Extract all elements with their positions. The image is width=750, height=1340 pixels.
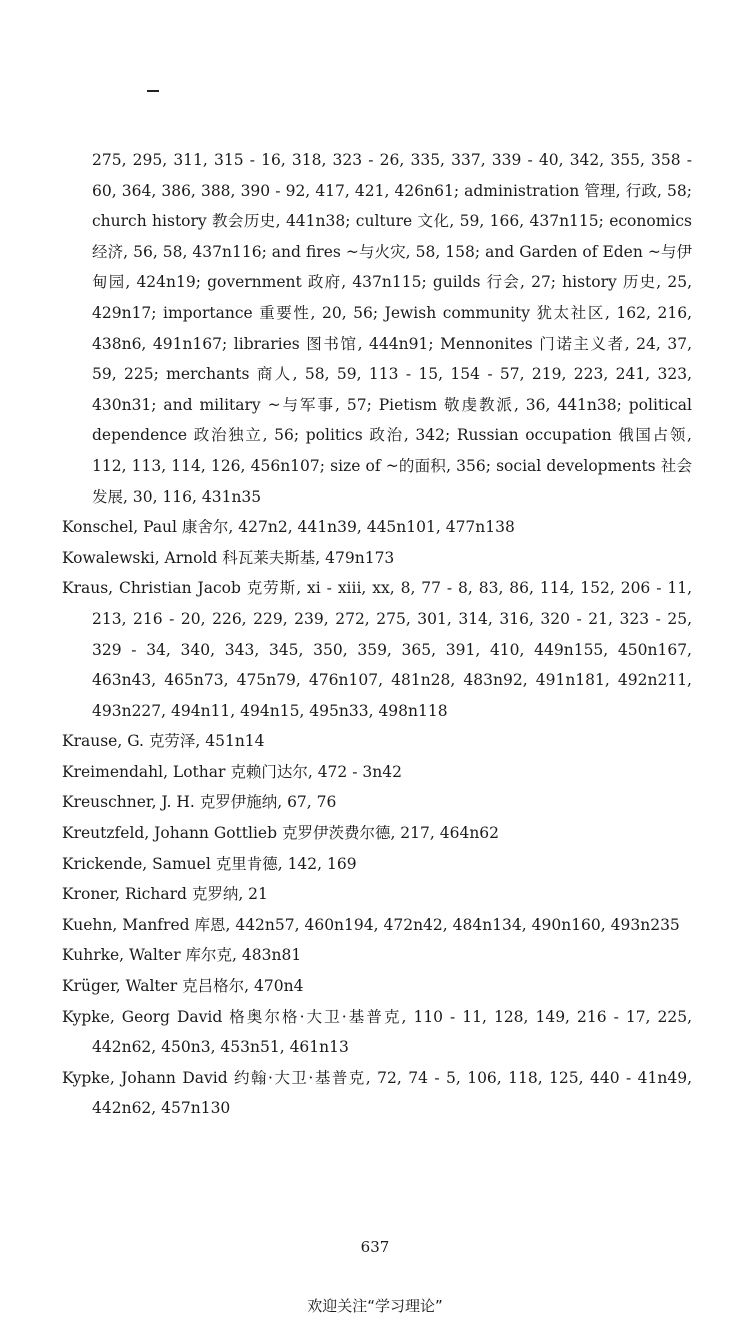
index-entry-kypke-johann: Kypke, Johann David 约翰·大卫·基普克, 72, 74 - 5, 106, 118, 125, 440 - 41n49, 442n62, 457n130 [62,1068,692,1118]
page-number: 637 [360,1238,390,1256]
index-entry-konschel: Konschel, Paul 康舍尔, 427n2, 441n39, 445n101, 477n138 [62,518,515,537]
index-entry-kreuschner: Kreuschner, J. H. 克罗伊施纳, 67, 76 [62,793,337,812]
index-entry-kuehn: Kuehn, Manfred 库恩, 442n57, 460n194, 472n42, 484n134, 490n160, 493n235 [62,915,680,934]
index-entry-kypke-georg: Kypke, Georg David 格奥尔格·大卫·基普克, 110 - 11, 128, 149, 216 - 17, 225, 442n62, 450n3, 453n51, 461n13 [62,1007,692,1057]
index-entry-kroner: Kroner, Richard 克罗纳, 21 [62,885,268,904]
index-entry-krickende: Krickende, Samuel 克里肯德, 142, 169 [62,854,357,873]
index-entry-continued: 275, 295, 311, 315 - 16, 318, 323 - 26, 335, 337, 339 - 40, 342, 355, 358 - 60, 364, 386, 388, 390 - 92, 417, 421, 426n61; administration 管理, 行政, 58; church history 教会历史, 441n38; culture 文化, 59, 166, 437n115; economics 经济, 56, 58, 437n116; and fires ~与火灾, 58, 158; and Garden of Eden ~与伊甸园, 424n19; government 政府, 437n115; guilds 行会, 27; history 历史, 25, 429n17; importance 重要性, 20, 56; Jewish community 犹太社区, 162, 216, 438n6, 491n167; libraries 图书馆, 444n91; Mennonites 门诺主义者, 24, 37, 59, 225; merchants 商人, 58, 59, 113 - 15, 154 - 57, 219, 223, 241, 323, 430n31; and military ~与军事, 57; Pietism 敬虔教派, 36, 441n38; political dependence 政治独立, 56; politics 政治, 342; Russian occupation 俄国占领, 112, 113, 114, 126, 456n107; size of ~的面积, 356; social developments 社会发展, 30, 116, 431n35 [92,151,692,506]
index-entry-kreimendahl: Kreimendahl, Lothar 克赖门达尔, 472 - 3n42 [62,762,402,781]
footer-note: 欢迎关注“学习理论” [307,1297,443,1315]
stray-mark [147,90,159,92]
index-entry-krause: Krause, G. 克劳泽, 451n14 [62,732,265,751]
index-list [62,145,692,1124]
index-entry-kuhrke: Kuhrke, Walter 库尔克, 483n81 [62,946,302,965]
index-entry-kruger: Krüger, Walter 克吕格尔, 470n4 [62,977,304,996]
index-entry-kowalewski: Kowalewski, Arnold 科瓦莱夫斯基, 479n173 [62,548,395,567]
index-entry-kreutzfeld: Kreutzfeld, Johann Gottlieb 克罗伊茨费尔德, 217, 464n62 [62,824,500,843]
index-entry-kraus: Kraus, Christian Jacob 克劳斯, xi - xiii, xx, 8, 77 - 8, 83, 86, 114, 152, 206 - 11, 213, 216 - 20, 226, 229, 239, 272, 275, 301, 314, 316, 320 - 21, 323 - 25, 329 - 34, 340, 343, 345, 350, 359, 365, 391, 410, 449n155, 450n167, 463n43, 465n73, 475n79, 476n107, 481n28, 483n92, 491n181, 492n211, 493n227, 494n11, 494n15, 495n33, 498n118 [62,579,692,720]
